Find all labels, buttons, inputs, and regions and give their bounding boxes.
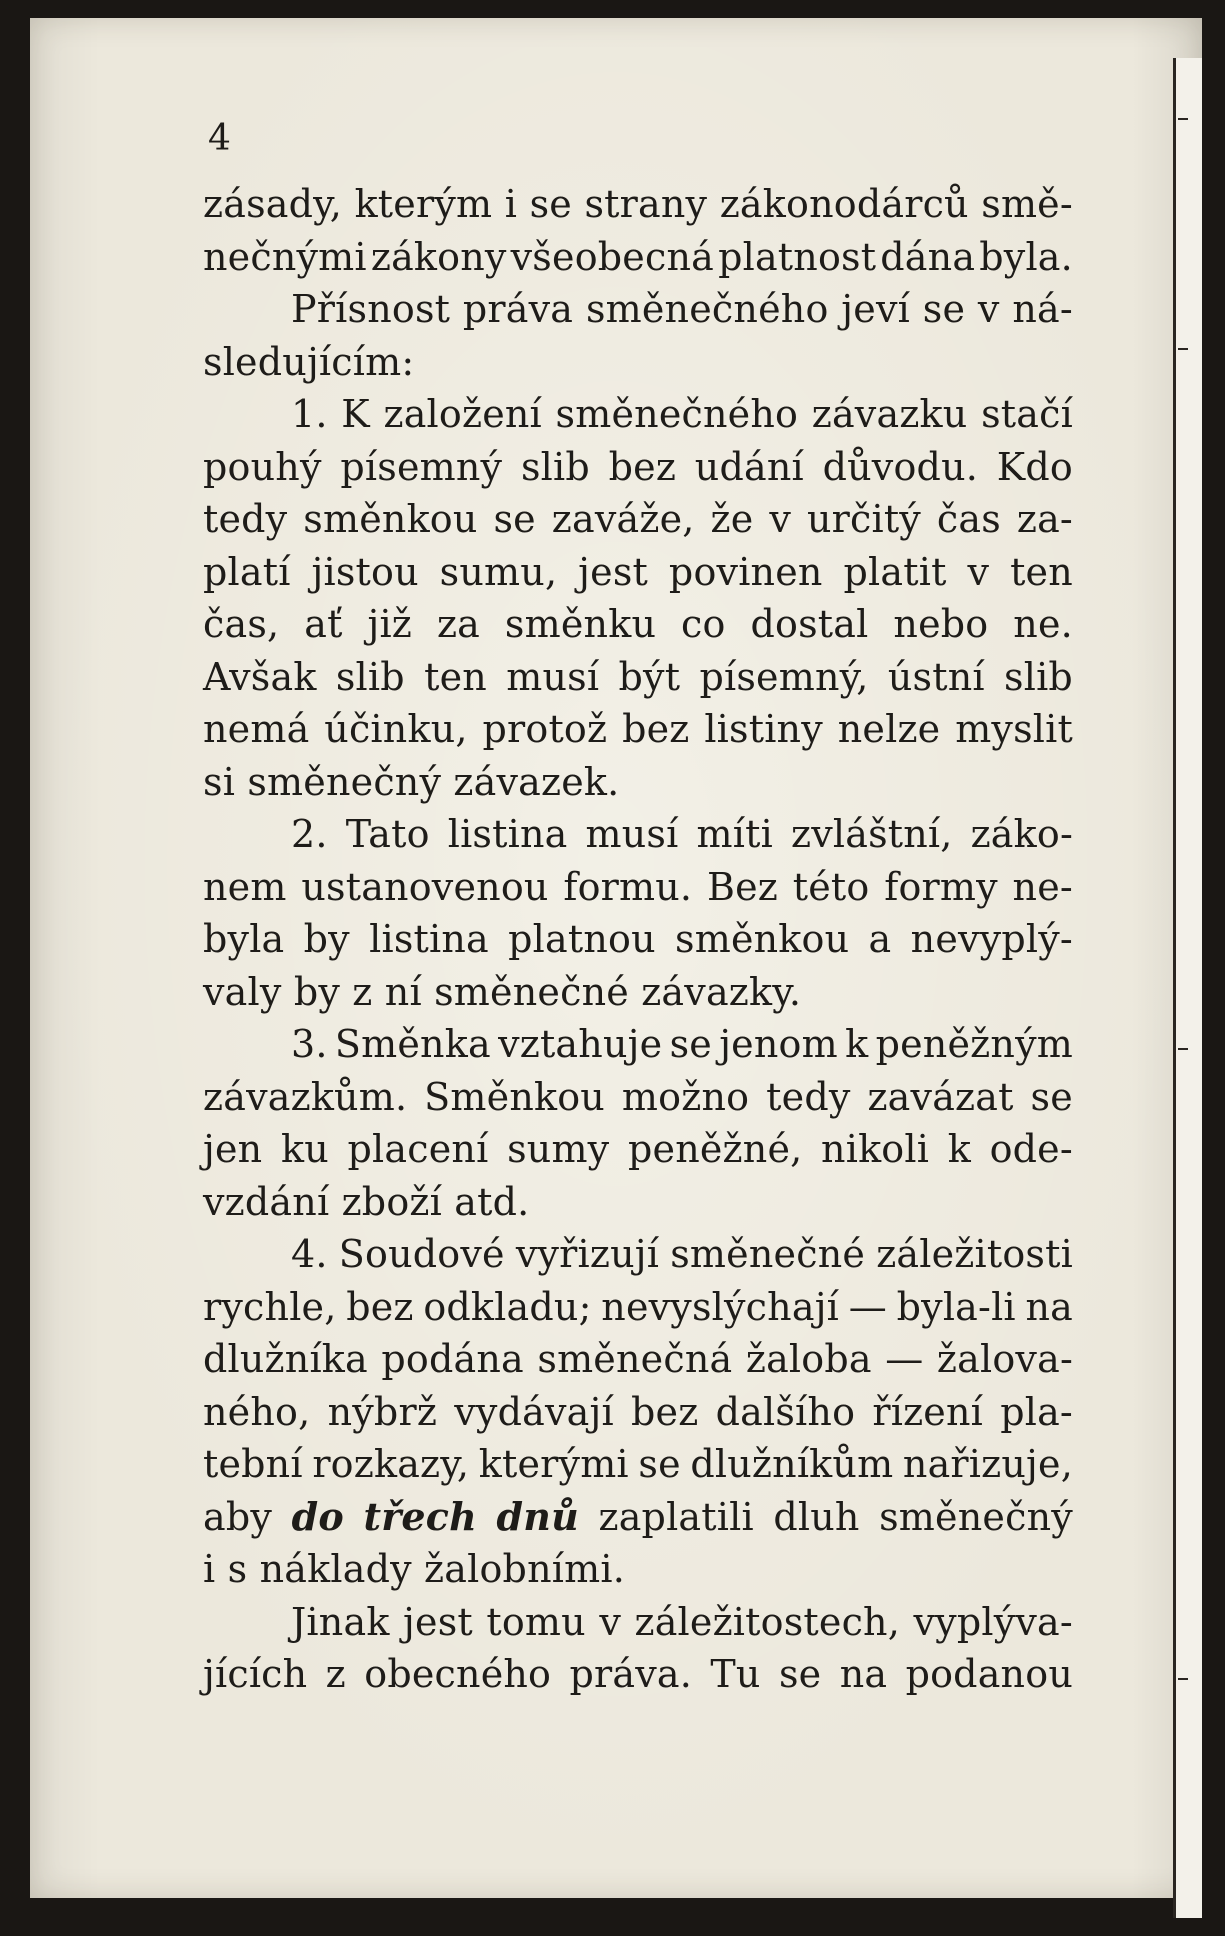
word: listiny [704, 707, 823, 751]
word: práva [462, 287, 574, 331]
word: ten [1010, 549, 1073, 594]
word: kterým [354, 182, 493, 226]
word: řízení [872, 1389, 984, 1434]
word: dána [880, 234, 976, 279]
word: zvláštní, [790, 812, 953, 856]
word: Soudové [338, 1232, 505, 1276]
emphasized-word: třech [363, 1493, 477, 1539]
word: Tu [710, 1652, 761, 1696]
text-line [203, 493, 1073, 546]
word: 2. [291, 812, 328, 856]
word: slib [335, 654, 405, 699]
word: nečnými [203, 234, 367, 279]
word: směnečného [585, 287, 829, 331]
word: — [848, 1284, 887, 1329]
word: Avšak [203, 654, 317, 699]
word: pla- [1000, 1389, 1073, 1434]
word: na [839, 1652, 888, 1696]
word: tomu [486, 1599, 586, 1644]
word: bez [608, 444, 677, 489]
word: zákonodárců [719, 182, 969, 226]
word: se [529, 182, 572, 226]
word: ten [424, 654, 487, 699]
word: rychle, [203, 1284, 337, 1329]
word: Kdo [996, 444, 1073, 489]
word: směnkou [303, 497, 478, 541]
word: rozkazy, [312, 1442, 470, 1486]
word: práva. [569, 1652, 693, 1696]
word: 3. [291, 1022, 328, 1066]
word: směnečné [670, 1232, 866, 1276]
word: záležitostech, [634, 1599, 901, 1644]
word: Směnkou [424, 1074, 605, 1119]
word: zavázat [867, 1074, 1014, 1119]
word: všeobecná [510, 234, 715, 279]
word: kterými [478, 1442, 629, 1486]
word: písemný, [699, 654, 869, 699]
word: aby [203, 1494, 273, 1539]
word: K [341, 392, 370, 436]
word: nevyplý- [910, 917, 1073, 961]
word: v [599, 1599, 621, 1644]
text-line [203, 1333, 1073, 1386]
word: ať [304, 602, 343, 646]
word: za [436, 602, 481, 646]
word: nevyslýchají [601, 1284, 840, 1329]
word: zaplatili [598, 1494, 754, 1539]
emphasized-word: do [291, 1493, 344, 1539]
word: směnečná [537, 1337, 733, 1381]
word: placení [347, 1127, 489, 1171]
word: peněžným [875, 1022, 1073, 1066]
text-line [203, 231, 1073, 284]
text-line [203, 1648, 1073, 1701]
text-line [203, 808, 1073, 861]
word: pouhý [203, 444, 322, 489]
text-line [203, 1281, 1073, 1334]
word: za- [1016, 497, 1073, 541]
word: v [977, 287, 1000, 331]
word: sumu, [439, 549, 558, 594]
word: jenom [719, 1022, 838, 1066]
word: v [967, 549, 990, 594]
word: se [493, 497, 536, 541]
word: bez [346, 1284, 414, 1329]
word: jících [203, 1652, 308, 1696]
word: tedy [766, 1074, 851, 1119]
word: ustanovenou [301, 864, 549, 909]
word: jest [403, 1599, 473, 1644]
word: čas, [203, 602, 280, 646]
word: formu. [563, 864, 693, 909]
word: a [868, 917, 892, 961]
word: jest [578, 549, 648, 594]
word: dluh [773, 1494, 860, 1539]
word: určitý [806, 497, 921, 541]
word: bez [622, 707, 690, 751]
text-line [203, 1596, 1073, 1649]
word: 1. [291, 392, 328, 436]
text-line [203, 1071, 1073, 1124]
word: nařizuje, [902, 1442, 1073, 1486]
word: že [710, 497, 754, 541]
word: ne. [1013, 602, 1073, 646]
word: tedy [203, 497, 288, 541]
text-line [203, 1491, 1073, 1544]
word: být [618, 654, 681, 699]
word: sumy [507, 1127, 610, 1171]
word: musí [506, 654, 600, 699]
word: strany [584, 182, 708, 226]
word: žaloba [745, 1337, 872, 1381]
word: vydávají [454, 1389, 614, 1434]
word: listina [447, 812, 568, 856]
word: jistou [311, 549, 419, 594]
text-line [203, 441, 1073, 494]
word: se [778, 1652, 822, 1696]
word: ústní [887, 654, 985, 699]
word: ku [280, 1127, 329, 1171]
word: již [367, 602, 413, 646]
word: jeví [841, 287, 910, 331]
word: směnečného [555, 392, 799, 436]
text-line [203, 1123, 1073, 1176]
word: záležitosti [876, 1232, 1073, 1276]
word: k [947, 1127, 971, 1171]
word: nebo [893, 602, 989, 646]
edge-mark [1178, 1048, 1188, 1050]
text-line [203, 1228, 1073, 1281]
word: nemá [203, 707, 310, 751]
word: 4. [291, 1232, 328, 1276]
text-line: sledujícím: [203, 339, 415, 384]
text-line: vzdání zboží atd. [203, 1179, 530, 1224]
word: udání [694, 444, 804, 489]
word: obecného [364, 1652, 552, 1696]
word: — [885, 1337, 924, 1381]
text-line [203, 1438, 1073, 1491]
word: čas [936, 497, 1001, 541]
word: byla-li [896, 1284, 1016, 1329]
word: platit [843, 549, 947, 594]
word: protož [482, 707, 608, 751]
text-line [203, 1018, 1073, 1071]
page-edge-strip [1173, 58, 1202, 1918]
word: k [845, 1022, 869, 1066]
word: závazku [811, 392, 968, 436]
word: i [504, 182, 518, 226]
word: dalšího [715, 1389, 856, 1434]
word: ná- [1012, 287, 1073, 331]
word: dlužníka [203, 1337, 368, 1381]
word: povinen [668, 549, 823, 594]
word: jen [203, 1127, 263, 1171]
word: založení [383, 392, 542, 436]
word: platnou [508, 917, 656, 961]
word: formy [884, 864, 998, 909]
word: směnkou [675, 917, 850, 961]
word: podána [381, 1337, 524, 1381]
word: peněžné, [627, 1127, 803, 1171]
word: směnku [504, 602, 657, 646]
edge-mark [1178, 118, 1188, 120]
word: žalova- [936, 1337, 1073, 1381]
word: odkladu; [423, 1284, 592, 1329]
text-line [203, 1386, 1073, 1439]
word: ného, [203, 1389, 311, 1434]
word: slib [1004, 654, 1073, 699]
word: zákony [370, 234, 507, 279]
word: musí [585, 812, 679, 856]
word: zaváže, [551, 497, 695, 541]
word: zásady, [203, 182, 343, 226]
word: Jinak [291, 1599, 390, 1644]
word: závazkům. [203, 1074, 408, 1119]
word: Tato [345, 812, 430, 856]
word: tební [203, 1442, 303, 1486]
word: podanou [905, 1652, 1073, 1696]
word: byla. [979, 234, 1073, 279]
word: nýbrž [327, 1389, 438, 1434]
word: dlužníkům [690, 1442, 894, 1486]
word: platí [203, 549, 291, 594]
word: nelze [837, 707, 941, 751]
word: listina [369, 917, 489, 961]
page-number: 4 [208, 118, 231, 159]
edge-mark [1178, 1678, 1188, 1680]
word: Bez [706, 864, 778, 909]
word: co [681, 602, 726, 646]
word: nem [203, 864, 287, 909]
word: dostal [750, 602, 869, 646]
word: bez [631, 1389, 699, 1434]
text-line [203, 546, 1073, 599]
word: Přísnost [291, 287, 451, 331]
word: ode- [989, 1127, 1073, 1171]
word: míti [696, 812, 773, 856]
word: této [792, 864, 870, 909]
text-line [203, 861, 1073, 914]
text-line [203, 598, 1073, 651]
word: stačí [981, 392, 1073, 436]
text-line [203, 651, 1073, 704]
word: myslit [955, 707, 1073, 751]
word: smě- [981, 182, 1073, 226]
word: na [1025, 1284, 1073, 1329]
word: Směnka [334, 1022, 491, 1066]
word: důvodu. [822, 444, 979, 489]
word: se [1030, 1074, 1073, 1119]
word: z [325, 1652, 346, 1696]
emphasized-word: dnů [496, 1493, 579, 1539]
word: slib [520, 444, 590, 489]
word: možno [621, 1074, 750, 1119]
word: se [638, 1442, 681, 1486]
word: byla [203, 917, 285, 961]
word: účinku, [324, 707, 468, 751]
word: se [922, 287, 966, 331]
text-line [203, 178, 1073, 231]
word: by [303, 917, 350, 961]
word: záko- [970, 812, 1073, 856]
word: ne- [1012, 864, 1073, 909]
word: vyřizují [515, 1232, 660, 1276]
word: platnost [718, 234, 877, 279]
word: nikoli [821, 1127, 930, 1171]
word: v [769, 497, 792, 541]
text-line [203, 388, 1073, 441]
body-text [203, 178, 1073, 1701]
word: směnečný [879, 1494, 1073, 1539]
text-line: i s náklady žalobními. [203, 1547, 625, 1591]
text-line [203, 283, 1073, 336]
word: písemný [340, 444, 503, 489]
text-line [203, 913, 1073, 966]
text-line: valy by z ní směnečné závazky. [203, 969, 802, 1014]
word: se [669, 1022, 712, 1066]
text-line [203, 703, 1073, 756]
word: vztahuje [498, 1022, 663, 1066]
word: vyplýva- [913, 1599, 1073, 1644]
text-line: si směnečný závazek. [203, 759, 620, 804]
edge-mark [1178, 348, 1188, 350]
